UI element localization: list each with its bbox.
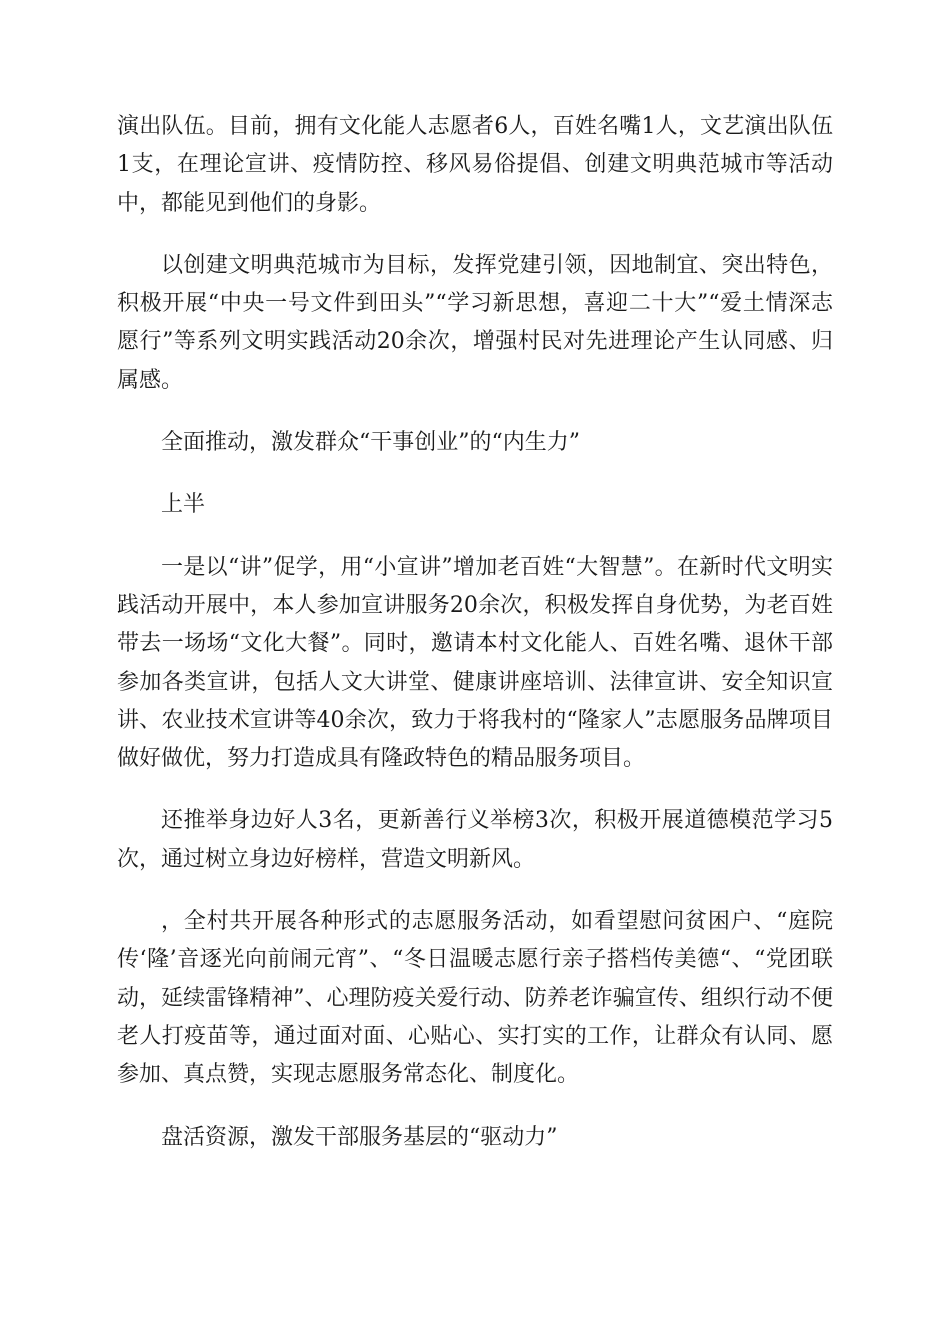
paragraph-4: 一是以“讲”促学，用“小宣讲”增加老百姓“大智慧”。在新时代文明实践活动开展中，本人参加宣讲服务20余次，积极发挥自身优势，为老百姓带去一场场“文化大餐”。同时，邀请本村文化能人、百姓名嘴、退休干部参加各类宣讲，包括人文大讲堂、健康讲座培训、法律宣讲、安全知识宣讲、农业技术宣讲等40余次，致力于将我村的“隆家人”志愿服务品牌项目做好做优，努力打造成具有隆政特色的精品服务项目。 <box>117 554 833 772</box>
paragraph-5: 还推举身边好人3名，更新善行义举榜3次，积极开展道德模范学习5次，通过树立身边好榜样，营造文明新风。 <box>117 808 833 872</box>
paragraph-2: 以创建文明典范城市为目标，发挥党建引领，因地制宜、突出特色，积极开展“中央一号文件到田头”“学习新思想，喜迎二十大”“爱土情深志愿行”等系列文明实践活动20余次，增强村民对先进理论产生认同感、归属感。 <box>117 252 833 393</box>
paragraph-1: 演出队伍。目前，拥有文化能人志愿者6人，百姓名嘴1人，文艺演出队伍1支，在理论宣讲、疫情防控、移风易俗提倡、创建文明典范城市等活动中，都能见到他们的身影。 <box>117 114 833 216</box>
section-heading-1: 全面推动，激发群众“干事创业”的“内生力” <box>161 430 580 456</box>
paragraph-3: 上半 <box>161 492 206 518</box>
paragraph-6: ，全村共开展各种形式的志愿服务活动，如看望慰问贫困户、“庭院传‘隆’音逐光向前闹元宵”、“冬日温暖志愿行亲子搭档传美德“、“党团联动，延续雷锋精神”、心理防疫关爱行动、防养老诈骗宣传、组织行动不便老人打疫苗等，通过面对面、心贴心、实打实的工作，让群众有认同、愿参加、真点赞，实现志愿服务常态化、制度化。 <box>117 909 833 1088</box>
document-body <box>117 108 833 1181</box>
section-heading-2: 盘活资源，激发干部服务基层的“驱动力” <box>161 1124 558 1150</box>
